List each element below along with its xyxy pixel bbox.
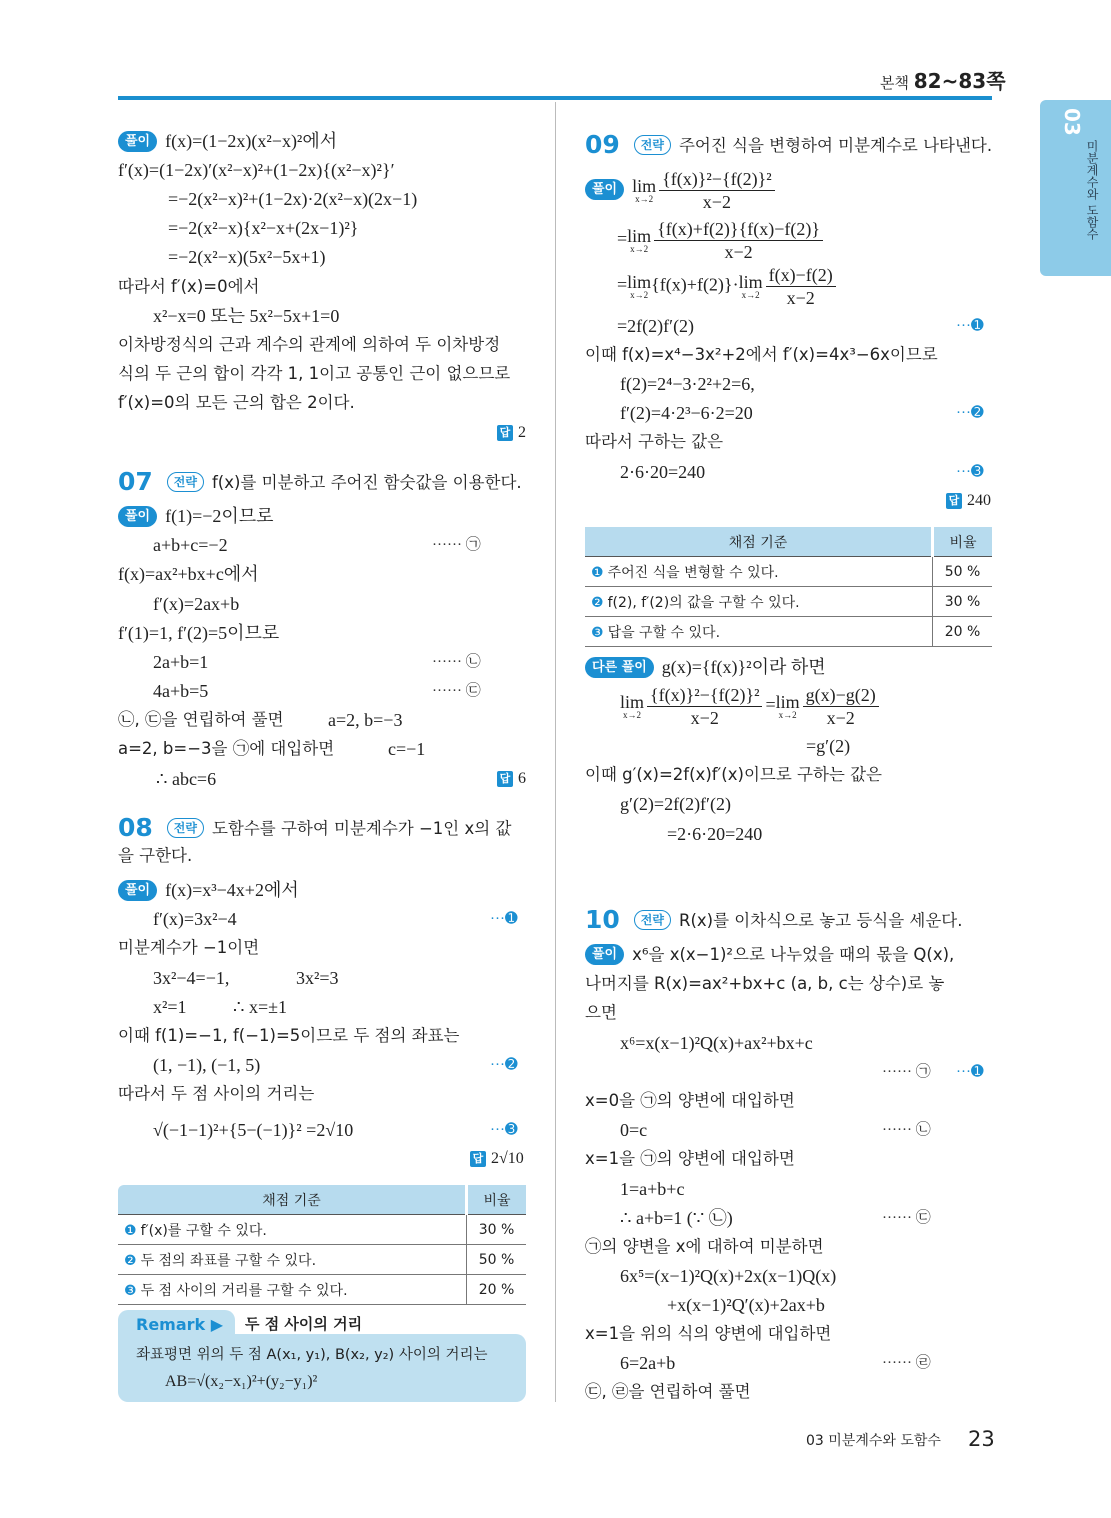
p10-line: ㉢, ㉣을 연립하여 풀면 (585, 1382, 751, 1401)
p09-line: =2f(2)f′(2) (617, 316, 695, 336)
p06-line: =−2(x²−x)(5x²−5x+1) (168, 247, 326, 267)
p07-line: a=2, b=−3 (328, 710, 403, 730)
p10-line: +x(x−1)²Q′(x)+2ax+b (667, 1295, 825, 1315)
p09-answer: 답 240 (946, 490, 991, 512)
p07-line: ∴ abc=6 (156, 769, 217, 789)
p06-line: 식의 두 근의 합이 각각 1, 1이고 공통인 근이 없으므로 (118, 364, 511, 383)
p10-line: x=1을 ㉠의 양변에 대입하면 (585, 1149, 795, 1168)
p06-answer: 답 2 (497, 422, 526, 444)
solution-badge: 풀이 (118, 880, 157, 901)
p09-line: f′(2)=4·2³−6·2=20 (620, 403, 753, 423)
p09-line: 2·6·20=240 (620, 462, 706, 482)
solution-badge: 풀이 (118, 131, 157, 152)
remark-formula: AB=√(x₂−x₁)²+(y₂−y₁)² (165, 1373, 318, 1390)
p07-line: a=2, b=−3을 ㉠에 대입하면 (118, 739, 335, 758)
problem-number: 07 (118, 467, 153, 496)
p09-limit-1: 풀이 lim x→2 $\frac{\text{\{f(x)\}²−\{f(2)\}²}}{x-2}$ (585, 168, 778, 213)
alt-line: 이때 g′(x)=2f(x)f′(x)이므로 구하는 값은 (585, 765, 882, 784)
p07-line: f′(1)=1, f′(2)=5이므로 (118, 623, 280, 643)
p09-limit-3: = lim x→2 {f(x)+f(2)}· lim x→2 $\frac{f(x)-f(2)}{x-2}$ (617, 264, 839, 309)
equation-label: ······ ㉠ (432, 537, 481, 553)
remark-title: 두 점 사이의 거리 (245, 1315, 363, 1333)
problem-number: 09 (585, 130, 620, 159)
p10-line: 0=c (620, 1120, 648, 1140)
p10-line: 나머지를 R(x)=ax²+bx+c (a, b, c는 상수)로 놓 (585, 974, 945, 993)
problem-number: 10 (585, 905, 620, 934)
header-rule (118, 96, 992, 100)
solution-badge: 풀이 (118, 506, 157, 527)
p08-line: √(−1−1)²+{5−(−1)}² =2√10 (153, 1120, 354, 1140)
p08-line: (1, −1), (−1, 5) (153, 1055, 261, 1075)
book-ref-pages: 82~83쪽 (913, 69, 1006, 93)
p09-grading-table: 채점 기준 비율 ❶ 주어진 식을 변형할 수 있다. 50 % ❷ f(2), f′(2)의 값을 구할 수 있다. 30 % ❸ 답을 구할 수 있다. 20 % (585, 527, 992, 647)
alt-solution-line: 다른 풀이 g(x)={f(x)}²이라 하면 (585, 654, 826, 680)
book-ref-prefix: 본책 (880, 74, 909, 92)
p10-line: ㉠의 양변을 x에 대하여 미분하면 (585, 1237, 824, 1256)
table-row: ❸ 두 점 사이의 거리를 구할 수 있다. 20 % (118, 1275, 526, 1305)
strategy-badge: 전략 (167, 472, 204, 492)
p10-line: 풀이 x⁶을 x(x−1)²으로 나누었을 때의 몫을 Q(x), (585, 942, 954, 968)
p06-line: 따라서 f′(x)=0에서 (118, 277, 260, 296)
p09-line: 이때 f(x)=x⁴−3x²+2에서 f′(x)=4x³−6x이므로 (585, 345, 938, 364)
p10-line: 6x⁵=(x−1)²Q(x)+2x(x−1)Q(x) (620, 1266, 837, 1286)
strategy-badge: 전략 (167, 818, 204, 838)
p08-line: 3x²−4=−1, (153, 968, 230, 988)
table-row: ❶ f′(x)를 구할 수 있다. 30 % (118, 1215, 526, 1245)
alt-solution-badge: 다른 풀이 (585, 657, 654, 678)
p07-line: f(x)=ax²+bx+c에서 (118, 564, 259, 584)
book-reference (880, 68, 1006, 96)
p08-grading-table: 채점 기준 비율 ❶ f′(x)를 구할 수 있다. 30 % ❷ 두 점의 좌표를 구할 수 있다. 50 % ❸ 두 점 사이의 거리를 구할 수 있다. 20 % (118, 1185, 526, 1305)
p08-line: 따라서 두 점 사이의 거리는 (118, 1084, 315, 1103)
p07-line: 4a+b=5 (153, 681, 209, 701)
equation-label: ······ ㉣ (882, 1355, 931, 1371)
step-marker: ···➊ (956, 1064, 984, 1080)
p06-line: x²−x=0 또는 5x²−5x+1=0 (153, 306, 340, 326)
p08-line: x²=1 (153, 997, 187, 1017)
p08-heading: 08 전략 도함수를 구하여 미분계수가 −1인 x의 값 (118, 813, 512, 842)
equation-label: ······ ㉡ (432, 654, 481, 670)
p09-line: 따라서 구하는 값은 (585, 432, 724, 451)
table-row: ❷ 두 점의 좌표를 구할 수 있다. 50 % (118, 1245, 526, 1275)
table-row: ❸ 답을 구할 수 있다. 20 % (585, 617, 992, 647)
p06-line: f′(x)=(1−2x)′(x²−x)²+(1−2x){(x²−x)²}′ (118, 160, 395, 180)
remark-label: Remark ▶ (136, 1315, 224, 1334)
alt-line: g′(2)=2f(2)f′(2) (620, 794, 731, 814)
step-marker: ···➋ (490, 1057, 518, 1073)
answer-icon: 답 (946, 493, 962, 509)
p10-line: x=0을 ㉠의 양변에 대입하면 (585, 1091, 795, 1110)
p08-line: 이때 f(1)=−1, f(−1)=5이므로 두 점의 좌표는 (118, 1026, 460, 1045)
alt-limit: lim x→2 $\frac{\text{\{f(x)\}²−\{f(2)\}²}}{x-2}$ = lim x→2 $\frac{g(x)-g(2)}{x-2}$ (620, 684, 882, 729)
p06-line: =−2(x²−x){x²−x+(2x−1)²} (168, 218, 359, 238)
p10-line: ∴ a+b=1 (∵ ㉡) (620, 1208, 733, 1228)
p08-heading-cont: 을 구한다. (118, 846, 193, 865)
p06-line: 풀이 f(x)=(1−2x)(x²−x)²에서 (118, 128, 337, 154)
remark-text: 좌표평면 위의 두 점 A(x₁, y₁), B(x₂, y₂) 사이의 거리는 (136, 1347, 488, 1363)
p06-line: 이차방정식의 근과 계수의 관계에 의하여 두 이차방정 (118, 335, 501, 354)
p08-answer: 답 2√10 (470, 1148, 524, 1170)
p10-line: 1=a+b+c (620, 1179, 685, 1199)
p07-line: ㉡, ㉢을 연립하여 풀면 (118, 710, 284, 729)
step-marker: ···➋ (956, 405, 984, 421)
answer-icon: 답 (497, 425, 513, 441)
equation-label: ······ ㉡ (882, 1122, 931, 1138)
column-divider (555, 102, 556, 1402)
p06-line: f′(x)=0의 모든 근의 합은 2이다. (118, 393, 355, 412)
p08-line: 풀이 f(x)=x³−4x+2에서 (118, 877, 299, 903)
p09-line: f(2)=2⁴−3·2²+2=6, (620, 374, 755, 394)
p06-line: =−2(x²−x)²+(1−2x)·2(x²−x)(2x−1) (168, 189, 418, 209)
step-marker: ···➊ (490, 911, 518, 927)
p07-answer: 답 6 (497, 768, 526, 790)
answer-icon: 답 (470, 1151, 486, 1167)
p10-heading: 10 전략 R(x)를 이차식으로 놓고 등식을 세운다. (585, 905, 963, 934)
solution-badge: 풀이 (585, 944, 624, 965)
p08-line: f′(x)=3x²−4 (153, 909, 237, 929)
chapter-title: 미분계수와 도함수 (1085, 140, 1099, 240)
p08-line: 3x²=3 (296, 968, 339, 988)
equation-label: ······ ㉠ (882, 1064, 931, 1080)
footer-chapter: 03 미분계수와 도함수 (806, 1433, 941, 1449)
p10-line: 6=2a+b (620, 1353, 676, 1373)
table-row: ❶ 주어진 식을 변형할 수 있다. 50 % (585, 557, 992, 587)
p10-line: x=1을 위의 식의 양변에 대입하면 (585, 1324, 832, 1343)
p10-line: x⁶=x(x−1)²Q(x)+ax²+bx+c (620, 1033, 813, 1053)
p07-heading: 07 전략 f(x)를 미분하고 주어진 함숫값을 이용한다. (118, 467, 522, 496)
answer-icon: 답 (497, 771, 513, 787)
p07-line: 2a+b=1 (153, 652, 209, 672)
problem-number: 08 (118, 813, 153, 842)
p07-line: a+b+c=−2 (153, 535, 228, 555)
step-marker: ···➌ (490, 1122, 518, 1138)
chapter-number: 03 (1060, 108, 1084, 136)
solution-badge: 풀이 (585, 179, 624, 200)
strategy-badge: 전략 (634, 135, 671, 155)
p07-line: f′(x)=2ax+b (153, 594, 240, 614)
equation-label: ······ ㉢ (882, 1210, 931, 1226)
p10-line: 으면 (585, 1003, 617, 1022)
p09-limit-2: = lim x→2 $\frac{\{f(x)+f(2)\}\{f(x)-f(2)\}}{x-2}$ (617, 218, 826, 263)
equation-label: ······ ㉢ (432, 683, 481, 699)
step-marker: ···➌ (956, 464, 984, 480)
p08-line: 미분계수가 −1이면 (118, 938, 260, 957)
step-marker: ···➊ (956, 318, 984, 334)
p07-line: 풀이 f(1)=−2이므로 (118, 503, 274, 529)
chapter-side-tab[interactable] (1040, 100, 1111, 276)
strategy-badge: 전략 (634, 910, 671, 930)
page-number: 23 (968, 1427, 995, 1451)
p09-heading: 09 전략 주어진 식을 변형하여 미분계수로 나타낸다. (585, 130, 993, 159)
table-row: ❷ f(2), f′(2)의 값을 구할 수 있다. 30 % (585, 587, 992, 617)
alt-line: =g′(2) (806, 736, 851, 756)
alt-line: =2·6·20=240 (667, 824, 763, 844)
p07-line: c=−1 (388, 739, 426, 759)
p08-line: ∴ x=±1 (233, 997, 287, 1017)
